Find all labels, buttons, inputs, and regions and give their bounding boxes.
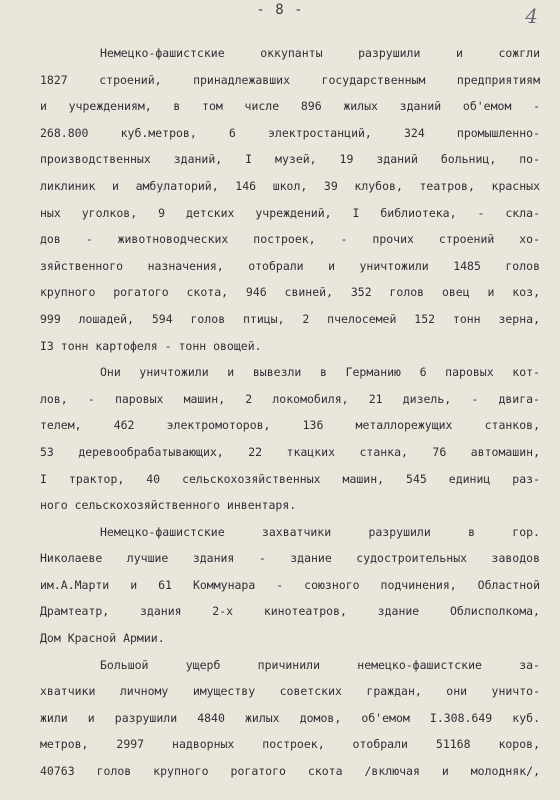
text-line: Немецко-фашистские захватчики разрушили в гор. <box>100 524 540 539</box>
text-line: 40763 голов крупного рогатого скота /включая и молодняк/, <box>40 764 540 779</box>
text-line: 268.800 куб.метров, 6 электростанций, 324 промышленно- <box>40 125 540 140</box>
text-line: зяйственного назначения, отобрали и уничтожили 1485 голов <box>40 258 540 273</box>
text-line: лов, - паровых машин, 2 локомобиля, 21 дизель, - двига- <box>40 391 540 406</box>
document-body <box>40 40 540 785</box>
text-line: метров, 2997 надворных построек, отобрали 51168 коров, <box>40 737 540 752</box>
archive-page-mark: 4 <box>525 4 538 28</box>
text-line: Большой ущерб причинили немецко-фашистские за- <box>100 657 540 672</box>
text-line: 999 лошадей, 594 голов птицы, 2 пчелосемей 152 тонн зерна, <box>40 311 540 326</box>
text-line: производственных зданий, I музей, 19 зданий больниц, по- <box>40 152 540 167</box>
text-line: им.А.Марти и 61 Коммунара - союзного подчинения, Областной <box>40 577 540 592</box>
text-line: Дом Красной Армии. <box>40 631 165 646</box>
text-line: хватчики личному имуществу советских граждан, они уничто- <box>40 684 540 699</box>
text-line: телем, 462 электромоторов, 136 металлорежущих станков, <box>40 418 540 433</box>
text-line: 53 деревообрабатывающих, 22 ткацких станка, 76 автомашин, <box>40 444 540 459</box>
text-line: и учреждениям, в том числе 896 жилых зданий об'емом - <box>40 99 540 114</box>
text-line: ного сельскохозяйственного инвентаря. <box>40 498 297 513</box>
text-line: крупного рогатого скота, 946 свиней, 352 голов овец и коз, <box>40 285 540 300</box>
page-number: - 8 - <box>256 2 304 18</box>
text-line: ных уголков, 9 детских учреждений, I библиотека, - скла- <box>40 205 540 220</box>
text-line: дов - животноводческих построек, - прочих строений хо- <box>40 232 540 247</box>
text-line: Николаеве лучшие здания - здание судостроительных заводов <box>40 551 540 566</box>
text-line: жили и разрушили 4840 жилых домов, об'емом I.308.649 куб. <box>40 710 540 725</box>
text-line: Драмтеатр, здания 2-х кинотеатров, здание Облисполкома, <box>40 604 540 619</box>
text-line: 1827 строений, принадлежавших государственным предприятиям <box>40 72 540 87</box>
text-line: Они уничтожили и вывезли в Германию 6 паровых кот- <box>100 365 540 380</box>
text-line: ликлиник и амбулаторий, 146 школ, 39 клубов, театров, красных <box>40 178 540 193</box>
text-line: I3 тонн картофеля - тонн овощей. <box>40 338 262 353</box>
text-line: Немецко-фашистские оккупанты разрушили и сожгли <box>100 46 540 60</box>
text-line: I трактор, 40 сельскохозяйственных машин, 545 единиц раз- <box>40 471 540 486</box>
